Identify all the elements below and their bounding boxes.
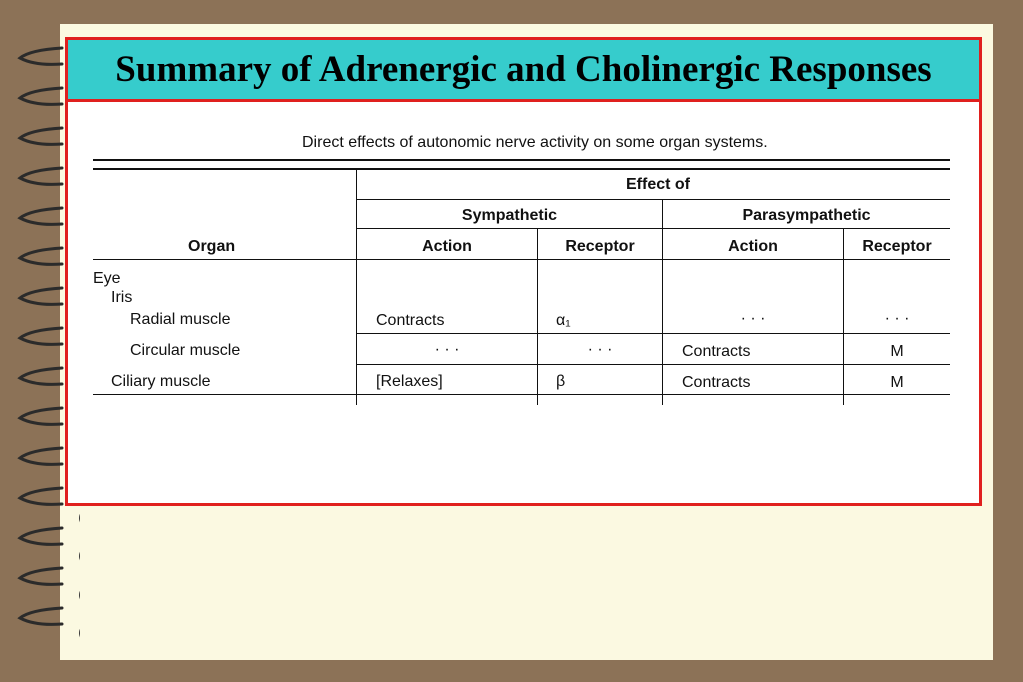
header-sympathetic: Sympathetic <box>461 207 558 224</box>
row-para-action: Contracts <box>682 374 751 391</box>
header-sym-receptor: Receptor <box>565 238 635 255</box>
content-frame <box>65 37 982 506</box>
header-organ: Organ <box>188 238 236 255</box>
row-organ: Circular muscle <box>130 342 241 359</box>
row-para-receptor: M <box>890 374 904 391</box>
vrule-organ <box>356 168 357 405</box>
rule-row-2 <box>357 364 950 365</box>
slide-title: Summary of Adrenergic and Cholinergic Responses <box>115 49 932 90</box>
vrule-mid <box>662 199 663 405</box>
row-para-action: Contracts <box>682 343 751 360</box>
rule-row-1 <box>357 333 950 334</box>
rule-groups <box>357 228 950 229</box>
rule-top-2 <box>93 168 950 170</box>
header-sym-action: Action <box>422 238 472 255</box>
header-para-action: Action <box>728 238 778 255</box>
header-parasympathetic: Parasympathetic <box>742 207 871 224</box>
row-sym-receptor: α₁ <box>556 312 571 329</box>
organ-effects-table <box>68 102 979 503</box>
row-label-iris: Iris <box>111 289 133 306</box>
rule-top-1 <box>93 159 950 161</box>
row-para-receptor: · · · <box>884 310 910 327</box>
row-sym-receptor: β <box>556 373 566 390</box>
row-organ: Ciliary muscle <box>111 373 211 390</box>
row-sym-receptor: · · · <box>587 341 613 358</box>
row-sym-action: · · · <box>434 341 460 358</box>
header-para-receptor: Receptor <box>862 238 932 255</box>
row-para-receptor: M <box>890 343 904 360</box>
row-sym-action: Contracts <box>376 312 445 329</box>
table-caption: Direct effects of autonomic nerve activity on some organ systems. <box>302 134 768 151</box>
rule-bottom <box>93 394 950 395</box>
row-para-action: · · · <box>740 310 766 327</box>
rule-effect <box>357 199 950 200</box>
row-sym-action: [Relaxes] <box>376 373 443 390</box>
row-organ: Radial muscle <box>130 311 231 328</box>
header-effect-of: Effect of <box>626 176 690 193</box>
rule-header <box>93 259 950 260</box>
row-label-eye: Eye <box>93 270 121 287</box>
title-bar <box>68 40 979 102</box>
